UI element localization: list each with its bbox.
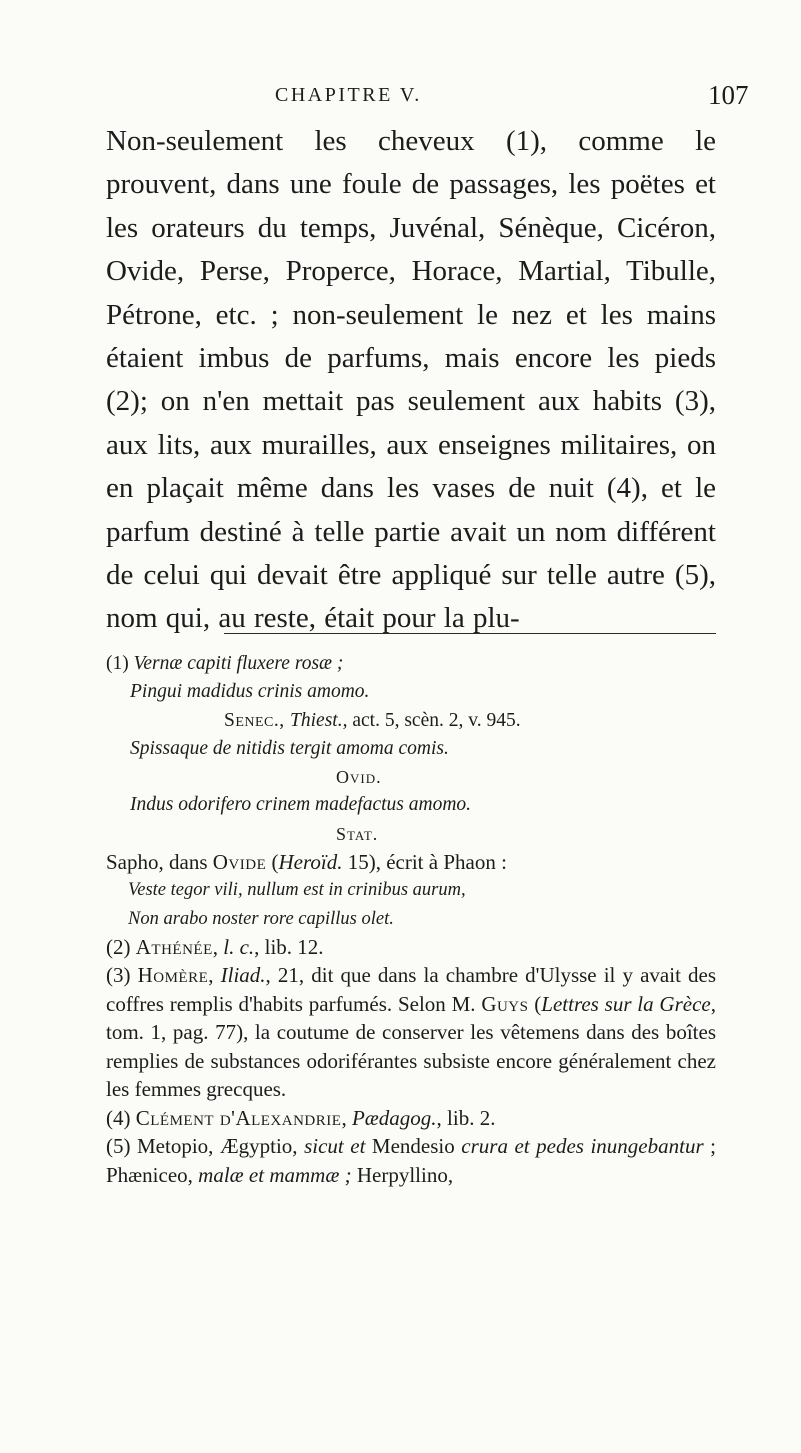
footnote-2-author: Athénée: [135, 934, 213, 959]
footnote-3-text-2: , tom. 1, pag. 77), la coutume de conserver les vêtemens dans des boîtes remplies de substances odoriférantes subsiste encore généralement chez les femmes grecques.: [106, 991, 716, 1102]
footnote-4-marker: (4): [106, 1105, 136, 1130]
footnote-1-source-2: Ovid.: [336, 767, 382, 788]
page-header: [0, 78, 801, 114]
footnote-5-text-1: (5) Metopio, Ægyptio,: [106, 1134, 305, 1159]
sapho-text: Sapho, dans: [106, 850, 213, 875]
footnote-2-ref: l. c.: [223, 934, 255, 959]
footnote-1-sapho-line: [106, 848, 716, 876]
footnote-1-verse-1: Vernæ capiti fluxere rosæ ;: [133, 653, 344, 674]
footnote-3-author: Homère: [137, 963, 209, 988]
footnote-1-quote-2: Non arabo noster rore capillus olet.: [128, 908, 394, 929]
footnote-4-author: Clément d'Alexandrie: [135, 1105, 342, 1130]
footnote-1-quote-1: Veste tegor vili, nullum est in crinibus aurum,: [128, 880, 466, 901]
sapho-author: Ovide: [212, 850, 267, 875]
source-author: Senec.,: [224, 709, 291, 731]
footnote-3: [106, 961, 716, 1104]
footnote-2: [106, 933, 716, 961]
footnote-4-rest: , lib. 2.: [436, 1105, 496, 1130]
footnote-4: [106, 1104, 716, 1132]
footnote-3-author-2: Guys: [481, 991, 529, 1016]
footnote-3-marker: (3): [106, 963, 138, 988]
footnote-5: [106, 1132, 716, 1189]
footnote-2-sep: ,: [212, 934, 224, 959]
sapho-paren: (: [266, 850, 279, 875]
footnote-5-text-4: Herpyllino,: [351, 1162, 454, 1187]
footnote-5-it-2: crura et pedes inungebantur: [461, 1134, 704, 1159]
footnote-3-paren: (: [528, 991, 542, 1016]
footnotes: [106, 650, 716, 1189]
footnote-1-verse-4: Indus odorifero crinem madefactus amomo.: [130, 794, 472, 816]
main-text: [106, 120, 716, 641]
footnote-3-work: Iliad.: [220, 963, 266, 988]
sapho-rest: 15), écrit à Phaon :: [342, 850, 507, 875]
footnote-5-it-1: sicut et: [304, 1134, 366, 1159]
source-ref: act. 5, scèn. 2, v. 945.: [347, 709, 521, 731]
page-number: 107: [708, 80, 749, 110]
sapho-work: Heroïd.: [278, 850, 343, 875]
footnote-1-line-1: [106, 650, 716, 678]
footnote-1-source-3: Stat.: [336, 823, 379, 844]
footnote-5-it-3: malæ et mammæ ;: [198, 1162, 352, 1187]
footnote-5-text-3: ; Phæniceo,: [106, 1134, 716, 1187]
footnote-1-verse-3: Spissaque de nitidis tergit amoma comis.: [130, 737, 449, 759]
footnote-3-text: , 21, dit que dans la chambre d'Ulysse il y avait des coffres remplis d'habits parfumés. Selon M.: [106, 963, 716, 1016]
footnote-1-verse-2: Pingui madidus crinis amomo.: [130, 681, 370, 703]
footnote-3-work-2: Lettres sur la Grèce: [541, 991, 711, 1016]
running-title: CHAPITRE V.: [275, 84, 422, 106]
footnote-2-marker: (2): [106, 934, 136, 959]
footnote-4-work: Pædagog.: [351, 1105, 437, 1130]
footnote-divider: [224, 633, 716, 634]
footnote-3-sep: ,: [208, 963, 221, 988]
footnote-2-rest: , lib. 12.: [254, 934, 324, 959]
source-work: Thiest.,: [290, 709, 348, 731]
footnote-5-text-2: Mendesio: [365, 1134, 462, 1159]
footnote-1-source-1: [106, 707, 716, 735]
main-paragraph: Non-seulement les cheveux (1), comme le prouvent, dans une foule de passages, les poëtes et les orateurs du temps, Juvénal, Sénèque, Cicéron, Ovide, Perse, Properce, Horace, Martial, Tibulle, Pétrone, etc. ; non-seulement le nez et les mains étaient imbus de parfums, mais encore les pieds (2); on n'en mettait pas seulement aux habits (3), aux lits, aux murailles, aux enseignes militaires, on en plaçait même dans les vases de nuit (4), et le parfum destiné à telle partie avait un nom différent de celui qui devait être appliqué sur telle autre (5), nom qui, au reste, était pour la plu-: [106, 125, 716, 635]
footnote-4-sep: ,: [341, 1105, 352, 1130]
footnote-1-marker: (1): [106, 653, 129, 674]
